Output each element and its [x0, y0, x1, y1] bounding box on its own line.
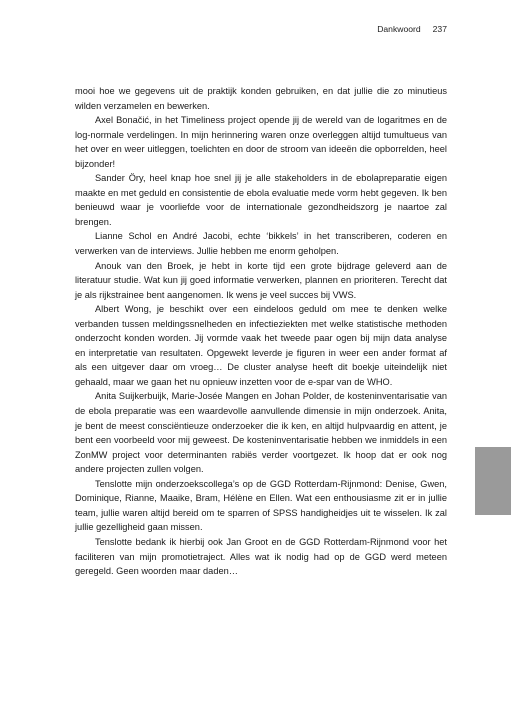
page-number: 237	[432, 24, 447, 34]
chapter-thumb-tab	[475, 447, 511, 515]
paragraph: Lianne Schol en André Jacobi, echte ‘bikkels’ in het transcriberen, coderen en verwerken van de interviews. Jullie hebben me enorm geholpen.	[75, 231, 447, 257]
paragraph: Tenslotte mijn onderzoekscollega’s op de GGD Rotterdam-Rijnmond: Denise, Gwen, Dominique, Rianne, Maaike, Bram, Hélène en Ellen. Wat een enthousiasme zit er in jullie team, jullie waren altijd bereid om te sparren of SPSS handigheidjes uit te wisselen. Ik zal jullie gezelligheid gaan missen.	[75, 478, 447, 533]
running-header-section: Dankwoord	[377, 24, 421, 34]
paragraph: Sander Öry, heel knap hoe snel jij je alle stakeholders in de ebolapreparatie eigen maakte en met geduld en consistentie de ebola evaluatie mede vorm hebt gegeven. Ik ben benieuwd waar je voorliefde voor de internationale gezondheidszorg je naartoe zal brengen.	[75, 173, 447, 227]
paragraph: Axel Bonačić, in het Timeliness project opende jij de wereld van de logaritmes en de log-normale verdelingen. In mijn herinnering waren onze overleggen altijd tumultueus van het over en weer uitleggen, toelichten en door de stroom van ideeën die opborrelden, heel bijzonder!	[75, 115, 447, 169]
paragraph: Tenslotte bedank ik hierbij ook Jan Groot en de GGD Rotterdam-Rijnmond voor het faciliteren van mijn promotietraject. Alles wat ik nodig had op de GGD werd meteen geregeld. Geen woorden maar daden…	[75, 536, 447, 577]
paragraph: Anouk van den Broek, je hebt in korte tijd een grote bijdrage geleverd aan de literatuur studie. Wat kun jij goed informatie verwerken, plannen en prioriteren. Terecht dat je als rijkstrainee bent aangenomen. Ik wens je veel succes bij VWS.	[75, 260, 447, 300]
body-text	[75, 84, 447, 579]
paragraph: Anita Suijkerbuijk, Marie-Josée Mangen en Johan Polder, de kosteninventarisatie van de ebola preparatie was een waardevolle aanvullende dimensie in mijn onderzoek. Anita, je bent de meest consciëntieuze onderzoeker die ik ken, en altijd hulpvaardig en attent, je bent een voorbeeld voor mij geweest. De kosteninventarisatie hebben we inmiddels in een ZonMW project voor determinanten rabiës verder voortgezet. Ik hoop dat er ook nog andere projecten zullen volgen.	[75, 391, 447, 475]
running-header	[377, 24, 447, 34]
paragraph: Albert Wong, je beschikt over een eindeloos geduld om mee te denken welke verbanden tussen meldingssnelheden en infectieziekten met welke statistische methoden onderzocht konden worden. Jij vormde vaak het tweede paar ogen bij mijn data analyse en interpretatie van resultaten. Opgewekt leverde je figuren in weer een ander format af als een uitgever daar om vroeg… De cluster analyse heeft dit boekje uiteindelijk niet gehaald, maar we gaan het nu opnieuw inzetten voor de e-spar van de WHO.	[75, 304, 447, 387]
paragraph: mooi hoe we gegevens uit de praktijk konden gebruiken, en dat jullie die zo minutieus wilden verzamelen en bewerken.	[75, 86, 447, 111]
